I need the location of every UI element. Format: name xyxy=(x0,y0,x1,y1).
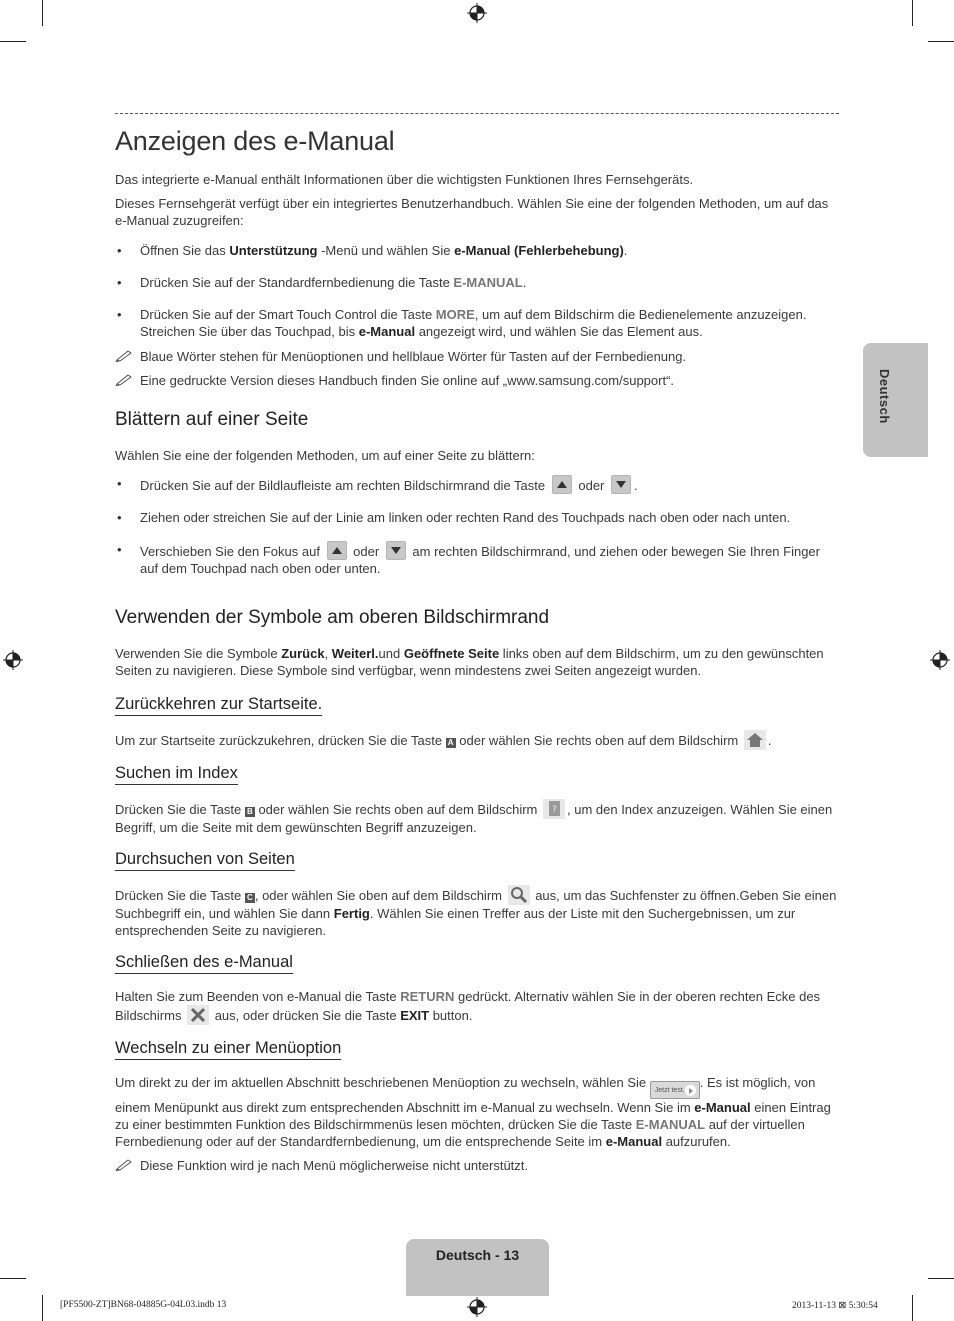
section-heading: Verwenden der Symbole am oberen Bildschirmrand xyxy=(115,607,550,628)
menu-term: e-Manual xyxy=(605,1134,663,1149)
text: aus, oder drücken Sie die Taste xyxy=(211,1008,401,1023)
section-paragraph xyxy=(115,645,839,679)
try-now-button-image xyxy=(650,1081,700,1099)
index-icon xyxy=(543,799,565,819)
registration-mark-icon xyxy=(3,650,23,670)
registration-mark-icon xyxy=(467,1297,487,1317)
text: , xyxy=(324,646,332,661)
text: Halten Sie zum Beenden von e-Manual die Taste xyxy=(115,989,401,1004)
pencil-note-icon xyxy=(115,373,133,386)
remote-key-term: RETURN xyxy=(400,989,455,1004)
crop-mark xyxy=(0,1278,26,1279)
home-icon xyxy=(744,730,766,750)
remote-key-term: E-MANUAL xyxy=(453,275,523,290)
text: und xyxy=(378,646,404,661)
remote-key-term: E-MANUAL xyxy=(635,1117,706,1132)
subsection-heading: Zurückkehren zur Startseite. xyxy=(115,695,322,716)
svg-text:?: ? xyxy=(552,805,557,815)
scroll-up-icon xyxy=(552,475,572,494)
text: . xyxy=(767,733,772,748)
text: aus, um das Suchfenster zu öffnen.Geben Sie einen Suchbegriff ein, und wählen Sie dann xyxy=(115,888,837,921)
scroll-down-icon xyxy=(611,475,631,494)
pencil-note-icon xyxy=(115,1158,133,1171)
subsection-heading: Suchen im Index xyxy=(115,764,238,785)
text: -Menü und wählen Sie xyxy=(317,243,455,258)
close-icon xyxy=(187,1005,209,1025)
menu-term: e-Manual xyxy=(358,324,416,339)
text: Um direkt zu der im aktuellen Abschnitt beschriebenen Menüoption zu wechseln, wählen Sie xyxy=(115,1075,650,1090)
pencil-note-icon xyxy=(115,349,133,362)
text: , oder wählen Sie oben auf dem Bildschirm xyxy=(254,888,506,903)
list-item: • Ziehen oder streichen Sie auf der Linie am linken oder rechten Rand des Touchpads nach oben oder nach unten. xyxy=(115,509,839,526)
registration-mark-icon xyxy=(930,650,950,670)
scroll-methods-list xyxy=(115,475,839,577)
list-item xyxy=(115,242,839,259)
dashed-divider xyxy=(115,113,839,114)
section-paragraph xyxy=(115,1074,839,1150)
section-paragraph xyxy=(115,730,839,750)
text: . Wählen Sie einen Treffer aus der Liste mit den Suchergebnissen, um zur entsprechenden Seite zu navigieren. xyxy=(115,906,796,938)
registration-mark-icon xyxy=(467,3,487,23)
section-paragraph xyxy=(115,799,839,836)
text: am rechten Bildschirmrand, und ziehen oder bewegen Sie Ihren Finger auf dem Touchpad nach oben oder unten. xyxy=(140,544,820,576)
text: links oben auf dem Bildschirm, um zu den gewünschten Seiten zu navigieren. Diese Symbole sind verfügbar, wenn mindestens zwei Seiten angezeigt wurden. xyxy=(115,646,824,678)
list-item xyxy=(115,306,839,340)
access-methods-list xyxy=(115,242,839,340)
page-number-label: Deutsch - 13 xyxy=(435,1247,520,1263)
text: . xyxy=(522,275,527,290)
menu-term: Unterstützung xyxy=(229,243,318,258)
crop-mark xyxy=(912,0,913,26)
page-title: Anzeigen des e-Manual xyxy=(115,126,395,156)
text: gedrückt. Alternativ wählen Sie in der oberen rechten Ecke des Bildschirms xyxy=(115,989,821,1023)
section-paragraph xyxy=(115,885,839,939)
crop-mark xyxy=(42,1295,43,1321)
subsection-heading: Durchsuchen von Seiten xyxy=(115,850,295,871)
text: Drücken Sie auf der Bildlaufleiste am rechten Bildschirmrand die Taste xyxy=(140,478,549,493)
text: auf der virtuellen Fernbedienung oder auf der Standardfernbedienung, um die entsprechende Seite im xyxy=(115,1117,805,1149)
text: oder xyxy=(349,544,383,559)
crop-mark xyxy=(928,41,954,42)
text: Drücken Sie die Taste xyxy=(115,888,245,903)
play-icon xyxy=(685,1085,696,1096)
search-icon xyxy=(508,885,530,905)
text: Verwenden Sie die Symbole xyxy=(115,646,282,661)
menu-term: EXIT xyxy=(400,1008,430,1023)
crop-mark xyxy=(928,1278,954,1279)
menu-term: e-Manual (Fehlerbehebung) xyxy=(454,243,624,258)
note xyxy=(115,348,839,365)
section-paragraph xyxy=(115,988,839,1025)
menu-term: Weiterl. xyxy=(331,646,379,661)
crop-mark xyxy=(0,41,26,42)
menu-term: e-Manual xyxy=(694,1100,751,1115)
print-footer-timestamp: 2013-11-13 ⊠ 5:30:54 xyxy=(792,1301,878,1311)
list-item xyxy=(115,541,839,577)
crop-mark xyxy=(912,1295,913,1321)
text: Verschieben Sie den Fokus auf xyxy=(140,544,324,559)
text: , um den Index anzuzeigen. Wählen Sie einen Begriff, um die Seite mit dem gewünschten Begriff anzuzeigen. xyxy=(115,802,833,835)
subsection-heading: Wechseln zu einer Menüoption xyxy=(115,1039,341,1060)
scroll-down-icon xyxy=(386,541,406,560)
menu-term: Geöffnete Seite xyxy=(403,646,500,661)
list-item xyxy=(115,274,839,291)
remote-key-a: A xyxy=(446,738,456,748)
intro-paragraph: Dieses Fernsehgerät verfügt über ein integriertes Benutzerhandbuch. Wählen Sie eine der folgenden Methoden, um auf das e-Manual zuzugreifen: xyxy=(115,196,829,228)
note-text: Blaue Wörter stehen für Menüoptionen und hellblaue Wörter für Tasten auf der Fernbedienung. xyxy=(140,349,687,364)
note-text: Eine gedruckte Version dieses Handbuch finden Sie online auf „www.samsung.com/support“. xyxy=(140,373,675,388)
try-now-label: Jetzt test. xyxy=(654,1087,685,1094)
page-number-tab xyxy=(406,1239,549,1296)
section-heading: Blättern auf einer Seite xyxy=(115,409,309,430)
menu-term: Fertig xyxy=(333,906,370,921)
scroll-up-icon xyxy=(327,541,347,560)
text: oder wählen Sie rechts oben auf dem Bildschirm xyxy=(254,802,541,817)
language-side-tab xyxy=(863,343,928,457)
side-tab-label: Deutsch xyxy=(877,369,892,424)
section-intro: Wählen Sie eine der folgenden Methoden, um auf einer Seite zu blättern: xyxy=(115,448,535,463)
remote-key-term: MORE xyxy=(435,307,475,322)
note xyxy=(115,372,839,389)
text: aufzurufen. xyxy=(662,1134,731,1149)
text: . xyxy=(634,478,638,493)
text: . xyxy=(623,243,628,258)
remote-key-b: B xyxy=(245,807,255,817)
text: oder xyxy=(574,478,608,493)
text: Öffnen Sie das xyxy=(140,243,230,258)
page-content xyxy=(115,113,839,1181)
note xyxy=(115,1157,839,1174)
menu-term: Zurück xyxy=(281,646,325,661)
print-footer-file: [PF5500-ZT]BN68-04885G-04L03.indb 13 xyxy=(60,1300,227,1310)
text: Um zur Startseite zurückzukehren, drücken Sie die Taste xyxy=(115,733,446,748)
subsection-heading: Schließen des e-Manual xyxy=(115,953,293,974)
text: Drücken Sie die Taste xyxy=(115,802,245,817)
intro-paragraph: Das integrierte e-Manual enthält Informationen über die wichtigsten Funktionen Ihres Fernsehgeräts. xyxy=(115,172,694,187)
remote-key-c: C xyxy=(245,893,255,903)
note-text: Diese Funktion wird je nach Menü möglicherweise nicht unterstützt. xyxy=(140,1158,529,1173)
text: Drücken Sie auf der Smart Touch Control die Taste xyxy=(140,307,436,322)
text: button. xyxy=(429,1008,473,1023)
list-item xyxy=(115,475,839,494)
text: Drücken Sie auf der Standardfernbedienung die Taste xyxy=(140,275,454,290)
crop-mark xyxy=(42,0,43,26)
text: angezeigt wird, und wählen Sie das Element aus. xyxy=(415,324,703,339)
text: . Es ist möglich, von einem Menüpunkt aus direkt zum entsprechenden Abschnitt im e-Manual zu wechseln. Wenn Sie im xyxy=(115,1075,816,1115)
text: , um auf dem Bildschirm die Bedienelemente anzuzeigen. Streichen Sie über das Touchpad, bis xyxy=(140,307,807,339)
text: oder wählen Sie rechts oben auf dem Bildschirm xyxy=(455,733,742,748)
text: einen Eintrag zu einer bestimmten Funktion des Bildschirmmenüs lesen möchten, drücken Sie die Taste xyxy=(115,1100,831,1132)
